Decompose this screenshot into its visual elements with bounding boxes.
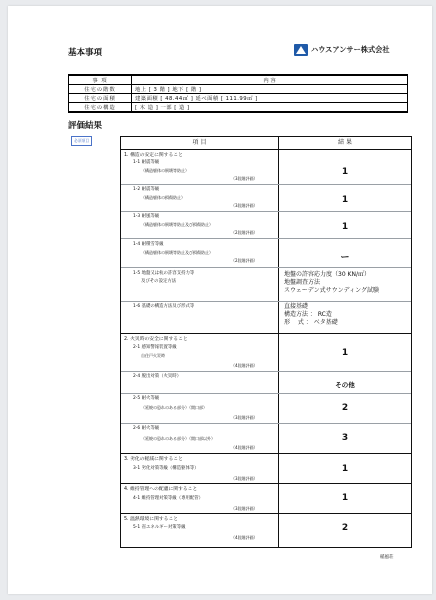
- result-line: 地盤の許容応力度（30 KN/㎡）: [284, 271, 370, 278]
- item-label: 4-1 維持管理対策等級（専用配管）: [133, 496, 204, 501]
- section-label: 1. 構造の安定に関すること: [124, 153, 183, 158]
- item-sub: 及びその設定方法: [141, 279, 177, 284]
- row-divider: [121, 301, 411, 302]
- item-label: 2-4 脱出対策（火災時）: [133, 374, 182, 379]
- item-label: 1-6 基礎の構造方法及び形式等: [133, 304, 195, 309]
- item-grade: （4段階評価）: [231, 445, 258, 450]
- item-sub: 自住戸火災時: [141, 353, 165, 358]
- row-divider: [121, 184, 411, 185]
- result-line: 構造方法 ： RC造: [284, 311, 332, 319]
- section-divider: [121, 483, 411, 484]
- basic-col-header-1: 事 項: [69, 75, 132, 85]
- item-result: その他: [335, 381, 355, 389]
- item-sub: （延焼の恐れのある部分）（開口部以外）: [141, 436, 215, 441]
- footer-name: 稲風荘: [380, 555, 394, 560]
- basic-row-value: 建築面積 [ 48.44㎡ ] 延べ面積 [ 111.99㎡ ]: [132, 94, 408, 103]
- item-grade: （3段階評価）: [231, 476, 258, 481]
- item-result: 2: [341, 523, 349, 533]
- row-divider: [121, 211, 411, 212]
- item-sub: （構造躯体の損傷防止）: [141, 195, 185, 200]
- item-label: 2-5 耐火等級: [133, 396, 160, 401]
- item-label: 1-1 耐震等級: [133, 160, 160, 165]
- row-divider: [121, 371, 411, 372]
- item-result-multiline: [284, 271, 379, 295]
- company-logo: [294, 44, 390, 56]
- section-label: 3. 劣化の軽減に関すること: [124, 457, 183, 462]
- row-divider: [121, 393, 411, 394]
- section-divider: [121, 453, 411, 454]
- item-label: 1-3 耐風等級: [133, 214, 160, 219]
- item-result: 2: [341, 403, 349, 413]
- row-divider: [121, 423, 411, 424]
- item-label: 3-1 劣化対策等級（構造躯体等）: [133, 466, 199, 471]
- basic-row-key: 住宅の面積: [69, 94, 132, 103]
- item-result: ー: [340, 253, 350, 263]
- section-label: 4. 維持管理への配慮に関すること: [124, 487, 198, 492]
- item-grade: （2段階評価）: [231, 258, 258, 263]
- item-label: 1-4 耐積雪等級: [133, 242, 164, 247]
- section-label: 2. 火災時の安全に関すること: [124, 337, 188, 342]
- item-label: 1-5 地盤又は杭の許容支持力等: [133, 271, 195, 276]
- section-divider: [121, 513, 411, 514]
- item-sub: （構造躯体の倒壊等防止及び損傷防止）: [141, 222, 213, 227]
- result-line: 直接基礎: [284, 303, 309, 310]
- result-line: スウェーデン式サウンディング試験: [284, 287, 380, 295]
- item-label: 5-1 省エネルギー対策等級: [133, 525, 186, 530]
- basic-row-value: [ 木 造 ] 一部 [ 造 ]: [132, 103, 408, 113]
- item-result: 1: [341, 493, 349, 503]
- item-grade: （3段階評価）: [231, 506, 258, 511]
- basic-row-key: 住宅の階数: [69, 85, 132, 94]
- evaluation-table: [120, 136, 412, 548]
- basic-title: 基本事項: [68, 48, 103, 58]
- section-label: 5. 温熱環境に関すること: [124, 517, 179, 522]
- basic-info-table: [68, 74, 408, 113]
- row-divider: [121, 238, 411, 239]
- eval-col-header-item: 項 目: [121, 137, 278, 150]
- basic-row-key: 住宅の構造: [69, 103, 132, 113]
- item-grade: （4段階評価）: [231, 363, 258, 368]
- item-result: 1: [341, 348, 349, 358]
- item-grade: （3段階評価）: [231, 415, 258, 420]
- item-sub: （構造躯体の倒壊等防止）: [141, 168, 189, 173]
- required-item-stamp: 必須項目: [71, 136, 92, 146]
- item-label: 1-2 耐震等級: [133, 187, 160, 192]
- item-sub: （延焼の恐れのある部分）（開口部）: [141, 405, 207, 410]
- item-grade: （4段階評価）: [231, 535, 258, 540]
- item-grade: （2段階評価）: [231, 230, 258, 235]
- item-grade: （3段階評価）: [231, 203, 258, 208]
- item-result: 1: [341, 167, 349, 177]
- basic-row-value: 地上 [ 3 階 ] 地下 [ 階 ]: [132, 85, 408, 94]
- company-logo-icon: [294, 44, 308, 56]
- result-line: 形 式 ： ベタ基礎: [284, 319, 338, 327]
- item-result: 1: [341, 464, 349, 474]
- row-divider: [121, 267, 411, 268]
- result-line: 地盤調査方法: [284, 279, 321, 287]
- item-result-multiline: [284, 303, 338, 327]
- document-page: [8, 6, 432, 594]
- section-divider: [121, 333, 411, 334]
- item-result: 1: [341, 195, 349, 205]
- item-result: 1: [341, 222, 349, 232]
- company-name: ハウスアンサー株式会社: [311, 45, 390, 54]
- basic-col-header-2: 内 容: [132, 75, 408, 85]
- eval-col-header-result: 結 果: [279, 137, 411, 150]
- item-label: 2-1 感知警報装置等級: [133, 345, 177, 350]
- item-grade: （3段階評価）: [231, 176, 258, 181]
- item-sub: （構造躯体の倒壊等防止及び損傷防止）: [141, 250, 213, 255]
- evaluation-title: 評価結果: [68, 121, 103, 131]
- item-label: 2-6 耐火等級: [133, 426, 160, 431]
- item-result: 3: [341, 433, 349, 443]
